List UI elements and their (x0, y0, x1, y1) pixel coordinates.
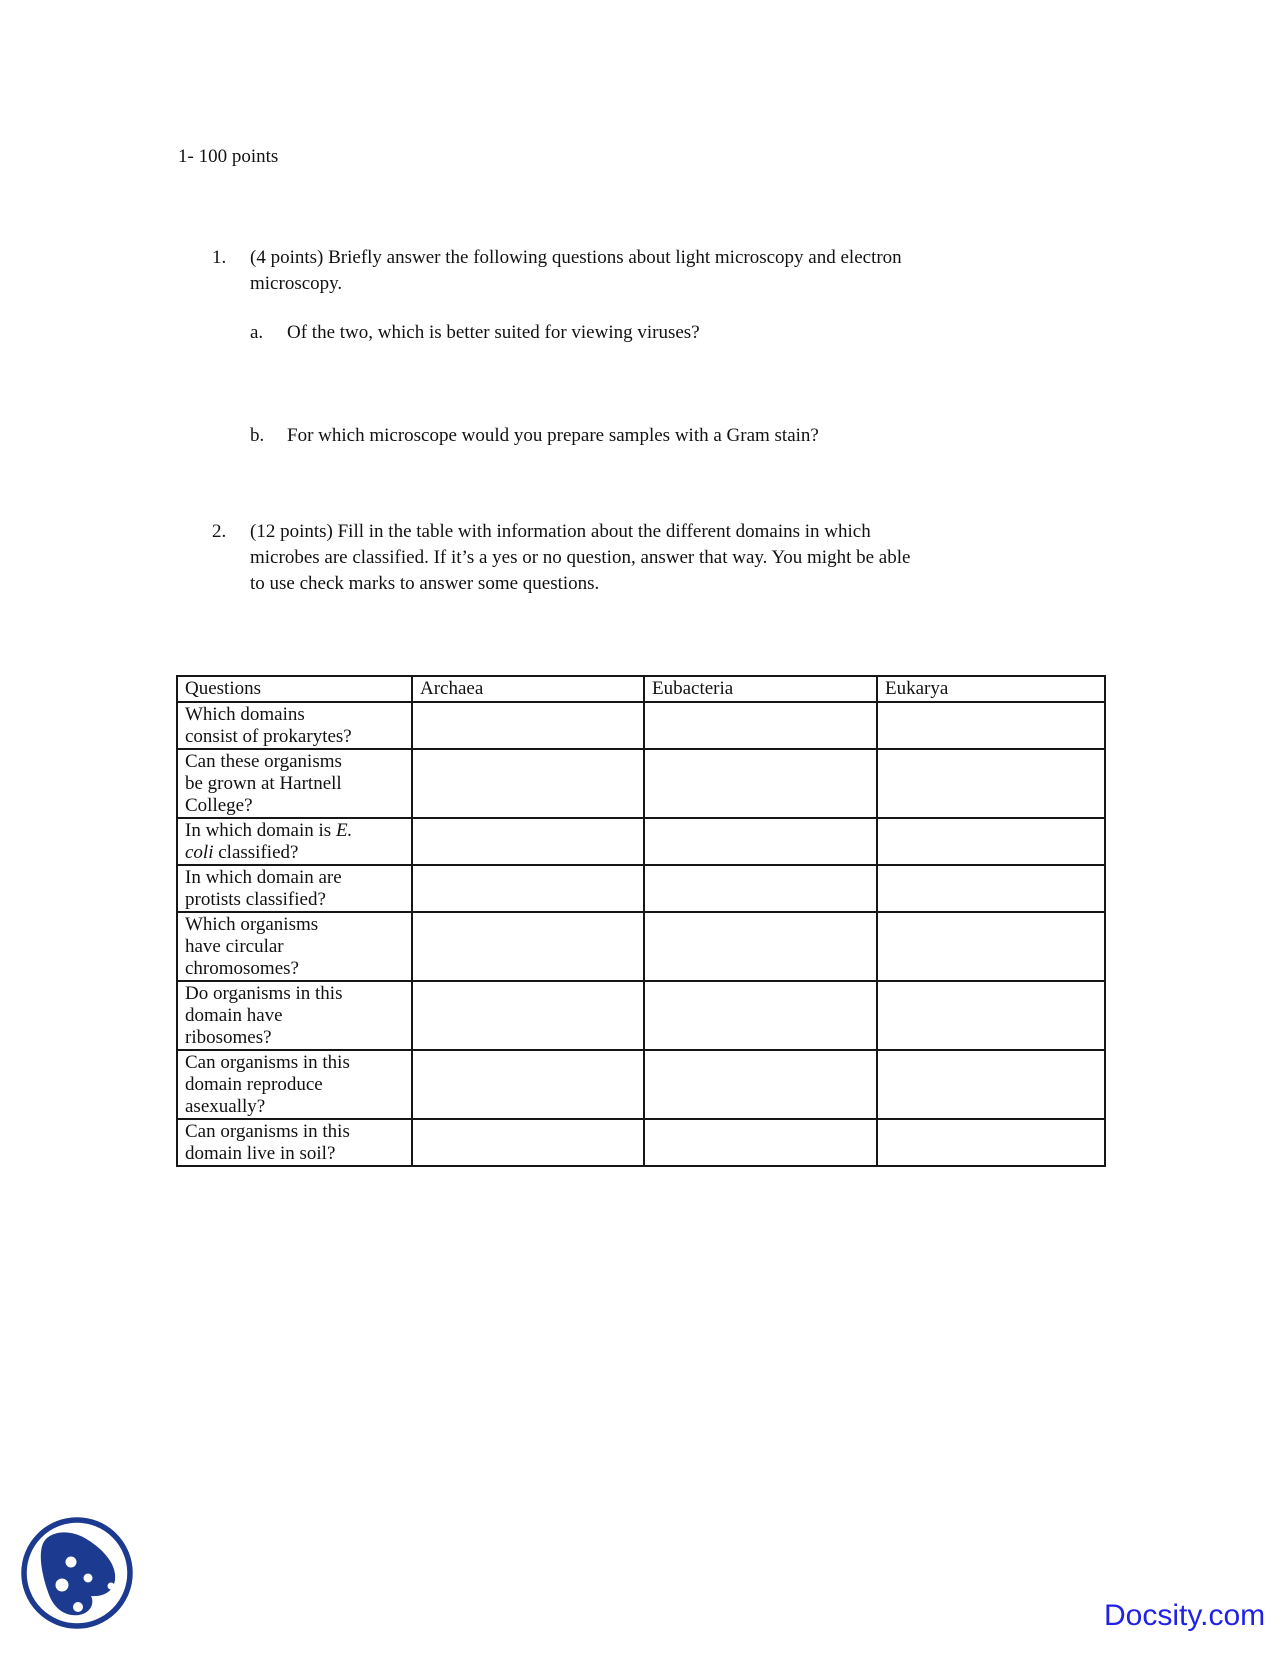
question-2-number: 2. (212, 521, 227, 542)
header-eubacteria: Eubacteria (644, 676, 877, 702)
table-row (177, 912, 1105, 981)
answer-cell (412, 818, 644, 865)
question-1-number: 1. (212, 247, 227, 268)
answer-cell (412, 749, 644, 818)
answer-cell (644, 818, 877, 865)
table-row (177, 749, 1105, 818)
subquestion-a-text: Of the two, which is better suited for viewing viruses? (287, 322, 700, 343)
subquestion-b (250, 423, 819, 449)
answer-cell (877, 749, 1105, 818)
answer-cell (644, 702, 877, 749)
answer-cell (877, 702, 1105, 749)
answer-cell (644, 912, 877, 981)
answer-cell (412, 912, 644, 981)
question-1 (212, 245, 902, 297)
domains-table (176, 675, 1106, 1167)
question-cell: Do organisms in this domain have ribosomes? (177, 981, 412, 1050)
italic-species-name: coli (185, 842, 214, 863)
answer-cell (877, 981, 1105, 1050)
answer-cell (412, 981, 644, 1050)
answer-cell (644, 1050, 877, 1119)
answer-cell (644, 981, 877, 1050)
question-cell: In which domain is E. coli classified? (177, 818, 412, 865)
question-cell: In which domain are protists classified? (177, 865, 412, 912)
answer-cell (877, 818, 1105, 865)
answer-cell (412, 1119, 644, 1166)
answer-cell (877, 1050, 1105, 1119)
table-header-row (177, 676, 1105, 702)
table-row (177, 1119, 1105, 1166)
question-cell: Can organisms in this domain reproduce asexually? (177, 1050, 412, 1119)
answer-cell (644, 1119, 877, 1166)
table-row (177, 702, 1105, 749)
question-cell: Can organisms in this domain live in soil? (177, 1119, 412, 1166)
question-cell: Which organisms have circular chromosomes? (177, 912, 412, 981)
table-row (177, 865, 1105, 912)
answer-cell (877, 1119, 1105, 1166)
answer-cell (644, 865, 877, 912)
question-2 (212, 519, 910, 597)
italic-species-name: E. (335, 820, 353, 841)
answer-cell (412, 865, 644, 912)
docsity-link[interactable]: Docsity.com (1104, 1599, 1266, 1632)
answer-cell (412, 1050, 644, 1119)
table-row (177, 1050, 1105, 1119)
points-header: 1- 100 points (178, 146, 279, 167)
answer-cell (877, 865, 1105, 912)
question-1-text: (4 points) Briefly answer the following questions about light microscopy and electron microscopy. (250, 247, 902, 294)
microbe-icon (20, 1516, 134, 1630)
subquestion-b-text: For which microscope would you prepare samples with a Gram stain? (287, 425, 819, 446)
header-questions: Questions (177, 676, 412, 702)
table-row (177, 981, 1105, 1050)
answer-cell (877, 912, 1105, 981)
question-cell: Can these organisms be grown at Hartnell College? (177, 749, 412, 818)
question-2-text: (12 points) Fill in the table with information about the different domains in which microbes are classified. If it’s a yes or no question, answer that way. You might be able to use check marks to answer some questions. (250, 521, 911, 594)
header-eukarya: Eukarya (877, 676, 1105, 702)
answer-cell (412, 702, 644, 749)
docsity-logo[interactable] (20, 1516, 134, 1630)
subquestion-b-letter: b. (250, 425, 265, 446)
table-row (177, 818, 1105, 865)
answer-cell (644, 749, 877, 818)
subquestion-a (250, 320, 700, 346)
question-cell: Which domains consist of prokarytes? (177, 702, 412, 749)
subquestion-a-letter: a. (250, 322, 264, 343)
header-archaea: Archaea (412, 676, 644, 702)
